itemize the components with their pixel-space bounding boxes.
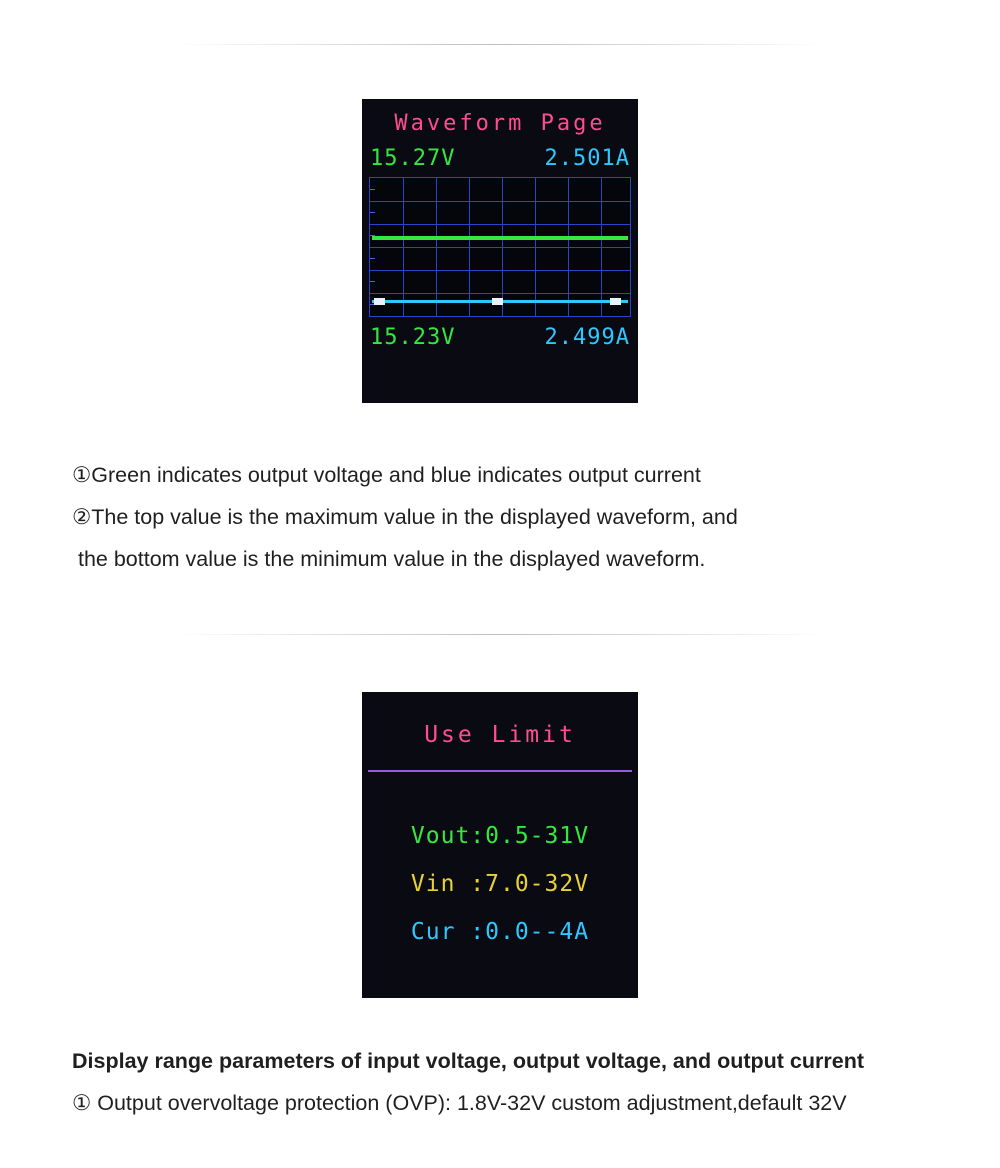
section-divider-top <box>170 44 830 45</box>
waveform-note-line-2: ②The top value is the maximum value in the displayed waveform, and <box>72 505 738 529</box>
waveform-page-screen <box>362 99 638 403</box>
limit-vout-value: Vout:0.5-31V <box>410 823 590 849</box>
grid-line-horizontal <box>370 293 630 294</box>
axis-tick <box>370 281 375 282</box>
axis-tick <box>370 212 375 213</box>
waveform-max-readout-row <box>362 146 638 171</box>
waveform-min-current-value: 2.499A <box>544 325 630 350</box>
axis-tick <box>370 189 375 190</box>
waveform-note-line-3: the bottom value is the minimum value in the displayed waveform. <box>72 547 706 571</box>
grid-line-horizontal <box>370 270 630 271</box>
use-limit-screen-title: Use Limit <box>424 722 576 748</box>
use-limit-screen <box>362 692 638 998</box>
limit-note-line-1: Display range parameters of input voltage, output voltage, and output current <box>72 1049 865 1073</box>
voltage-trace-green <box>372 236 628 240</box>
waveform-notes <box>72 454 952 580</box>
grid-line-horizontal <box>370 201 630 202</box>
axis-tick <box>370 258 375 259</box>
current-trace-marker <box>374 298 385 305</box>
limit-cur-value: Cur :0.0--4A <box>410 919 590 945</box>
limit-note-line-2: ① Output overvoltage protection (OVP): 1.8V-32V custom adjustment,default 32V <box>72 1091 847 1115</box>
use-limit-title-rule <box>368 770 632 772</box>
current-trace-marker <box>610 298 621 305</box>
use-limit-values <box>362 812 638 956</box>
limit-vin-value: Vin :7.0-32V <box>410 871 590 897</box>
use-limit-notes <box>72 1040 952 1124</box>
current-trace-marker <box>492 298 503 305</box>
waveform-plot-area <box>369 177 631 317</box>
waveform-max-voltage-value: 15.27V <box>370 146 456 171</box>
grid-line-horizontal <box>370 224 630 225</box>
grid-line-horizontal <box>370 247 630 248</box>
waveform-screen-title: Waveform Page <box>394 111 606 136</box>
waveform-note-line-1: ①Green indicates output voltage and blue indicates output current <box>72 463 701 487</box>
waveform-max-current-value: 2.501A <box>544 146 630 171</box>
waveform-min-readout-row <box>362 325 638 350</box>
section-divider-middle <box>170 634 830 635</box>
waveform-min-voltage-value: 15.23V <box>370 325 456 350</box>
